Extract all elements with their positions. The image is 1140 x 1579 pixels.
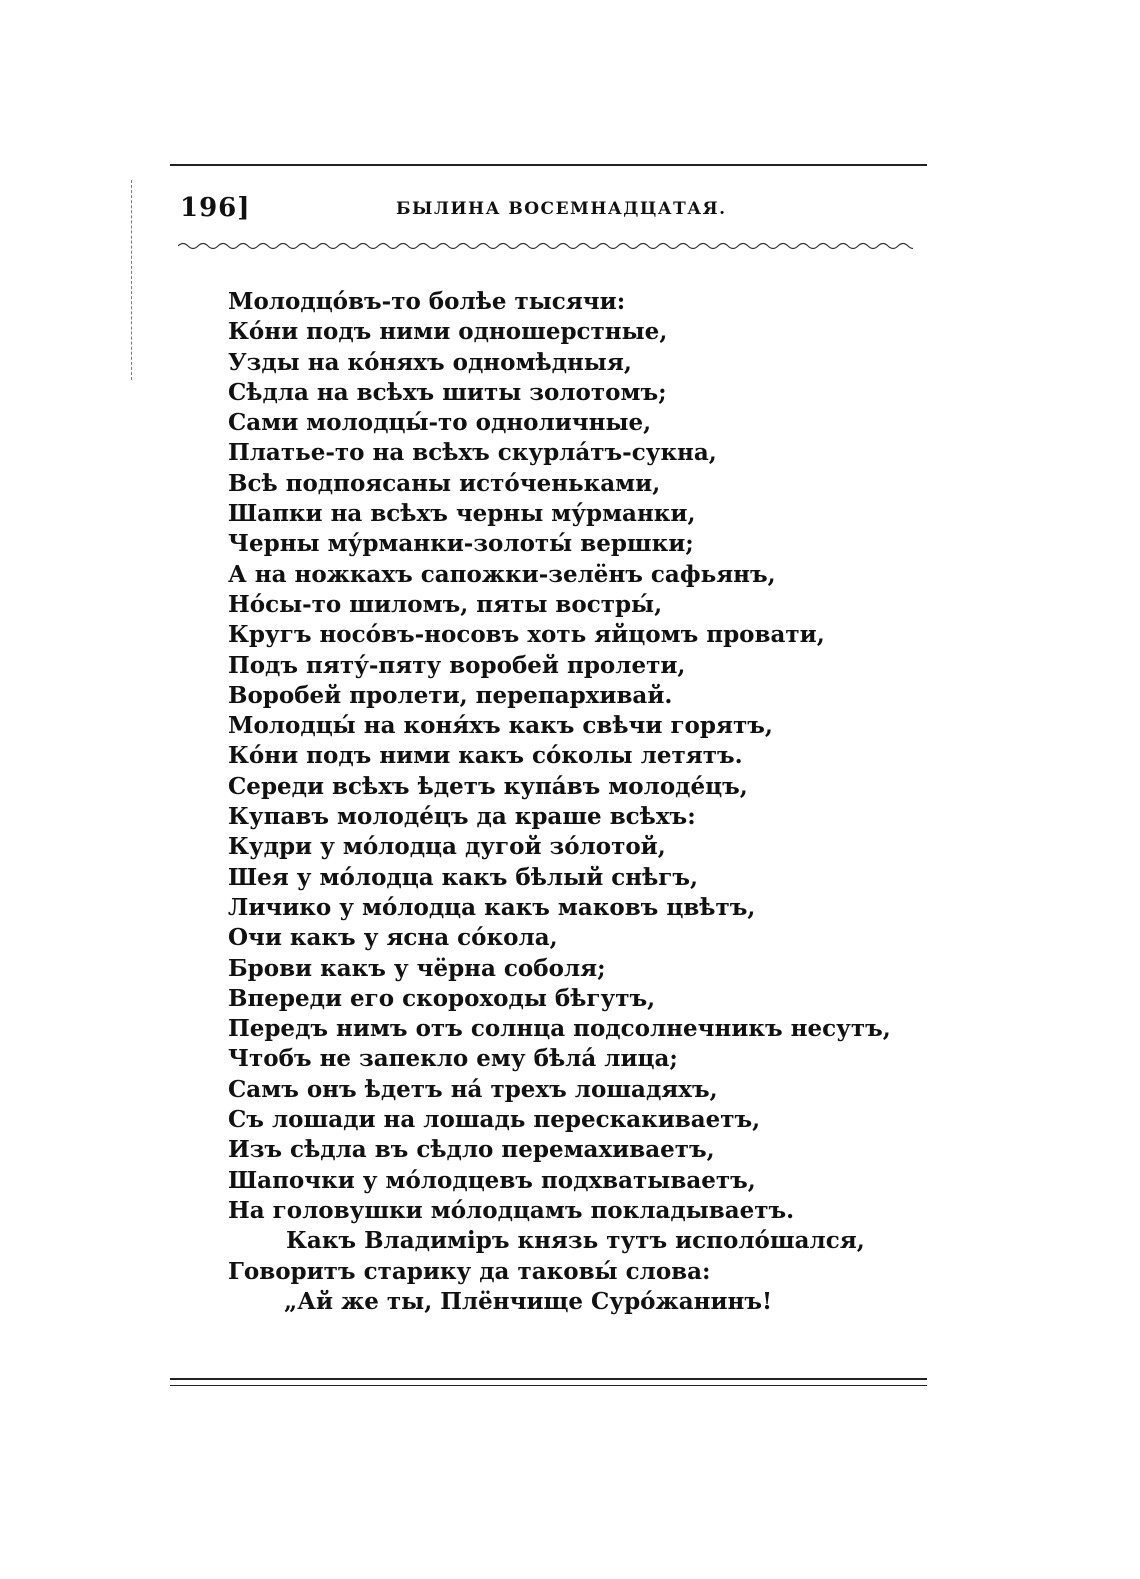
- verse-line: Молодцо́въ-то болѣе тысячи:: [228, 288, 626, 315]
- verse-block: [228, 287, 891, 1317]
- top-rule: [170, 164, 927, 166]
- verse-line: Говоритъ старику да таковы́ слова:: [228, 1257, 711, 1285]
- verse-line: Узды на ко́няхъ одномѣдныя,: [228, 348, 632, 376]
- verse-line: Ко́ни подъ ними одношерстные,: [228, 318, 668, 346]
- verse-line: Личико у мо́лодца какъ маковъ цвѣтъ,: [228, 893, 756, 921]
- bottom-rule: [170, 1378, 927, 1380]
- verse-continuation: [228, 1226, 878, 1317]
- verse-line: Кругъ носо́въ-носовъ хоть яйцомъ провати,: [228, 621, 825, 649]
- bottom-rule-thin: [170, 1385, 927, 1386]
- verse-line: Самъ онъ ѣдетъ на́ трехъ лошадяхъ,: [228, 1075, 718, 1103]
- verse-line: Сами молодцы́-то одноличные,: [228, 409, 652, 437]
- verse-line: Середи всѣхъ ѣдетъ купа́въ молоде́цъ,: [228, 772, 748, 800]
- verse-line: Молодцы́ на коня́хъ какъ свѣчи горятъ,: [228, 712, 773, 740]
- verse-line: Черны му́рманки-золоты́ вершки;: [228, 530, 694, 558]
- verse-line: Платье-то на всѣхъ скурла́тъ-сукна,: [228, 439, 717, 467]
- running-head: БЫЛИНА ВОСЕМНАДЦАТАЯ.: [396, 199, 727, 219]
- verse-line: Кудри у мо́лодца дугой зо́лотой,: [228, 833, 666, 861]
- page-number: 196]: [180, 193, 251, 223]
- verse-line: А на ножкахъ сапожки-зелёнъ сафьянъ,: [228, 560, 776, 588]
- verse-line: На головушки мо́лодцамъ покладываетъ.: [228, 1196, 795, 1224]
- verse-line: Подъ пяту́-пяту воробей пролети,: [228, 651, 686, 679]
- verse-line: Но́сы-то шиломъ, пяты востры́,: [228, 590, 663, 618]
- verse-line: Сѣдла на всѣхъ шиты золотомъ;: [228, 378, 667, 406]
- verse-line: Изъ сѣдла въ сѣдло перемахиваетъ,: [228, 1136, 715, 1164]
- verse-line: Ко́ни подъ ними какъ со́колы летятъ.: [228, 742, 743, 770]
- margin-line: [131, 180, 132, 380]
- verse-line: Шапочки у мо́лодцевъ подхватываетъ,: [228, 1166, 756, 1194]
- verse-line: Передъ нимъ отъ солнца подсолнечникъ несутъ,: [228, 1015, 891, 1043]
- verse-line: Съ лошади на лошадь перескакиваетъ,: [228, 1106, 761, 1134]
- verse-line: Брови какъ у чёрна соболя;: [228, 954, 606, 982]
- verse-line: Шея у мо́лодца какъ бѣлый снѣгъ,: [228, 863, 699, 891]
- verse-line: Какъ Владимiръ князь тутъ исполо́шался,: [286, 1227, 865, 1255]
- verse-lines: [228, 287, 891, 1226]
- verse-line: „Ай же ты, Плёнчище Суро́жанинъ!: [284, 1287, 773, 1315]
- verse-line: Чтобъ не запекло ему бѣла́ лица;: [228, 1045, 678, 1073]
- verse-line: Очи какъ у ясна со́кола,: [228, 924, 558, 952]
- verse-line: Впереди его скороходы бѣгутъ,: [228, 984, 656, 1012]
- verse-line: Купавъ молоде́цъ да краше всѣхъ:: [228, 803, 696, 831]
- verse-line: Шапки на всѣхъ черны му́рманки,: [228, 500, 696, 528]
- wave-ornament: [178, 238, 913, 254]
- verse-line: Воробей пролети, перепархивай.: [228, 681, 673, 709]
- verse-line: Всѣ подпоясаны исто́ченьками,: [228, 469, 661, 497]
